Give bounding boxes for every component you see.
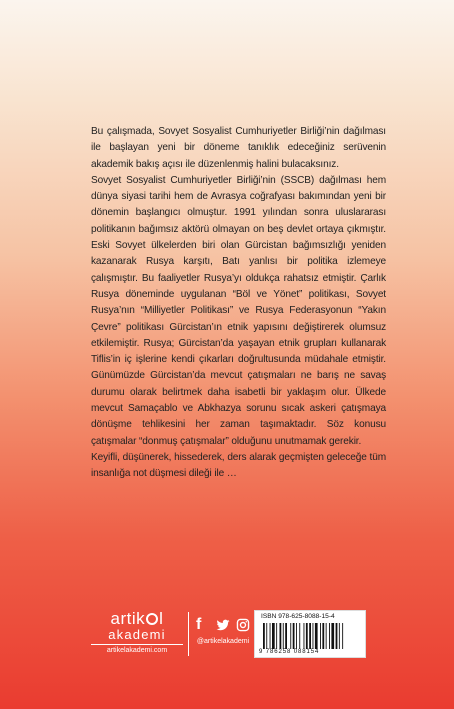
barcode-bars: [261, 623, 361, 649]
divider: [188, 612, 189, 656]
paragraph-main: Sovyet Sosyalist Cumhuriyetler Birliği’nin (SSCB) dağılması hem dünya siyasi tarihi hem de Avrasya coğrafyası bakımından yeni bir dönemin başlangıcı olmuştur. 1991 yılından sonra uluslararası politikanın bağımsız aktörü olmayan on beş devlet ortaya çıkmıştır. Eski Sovyet ülkelerden biri olan Gürcistan bağımsızlığı yeniden kazanarak Rusya karşıtı, Batı yanlısı bir politika izlemeye çalışmıştır. Bu faaliyetler Rusya’yı oldukça rahatsız etmiştir. Çarlık Rusya döneminde uygulanan “Böl ve Yönet” politikası, Sovyet Rusya’nın “Milliyetler Politikası” ve Rusya Federasyonun “Yakın Çevre” politikası Gürcistan’ın etnik yapısını değiştirerek olumsuz etkilemiştir. Rusya; Gürcistan’da yaşayan etnik grupları kullanarak Tiflis’in iç işlerine kendi çıkarları doğrultusunda müdahale etmiştir. Günümüzde Gürcistan’da mevcut çatışmaları ne barış ne savaş durumu olarak belirtmek daha isabetli bir yaklaşım olur. Ülkede mevcut Samaçablo ve Abkhazya sorunu sıcak askeri çatışmaya dönüşme tehlikesini her zaman taşımaktadır. Söz konusu çatışmalar “donmuş çatışmalar” olduğunu unutmamak gerekir.: [91, 174, 386, 447]
logo-circle-icon: [146, 613, 158, 625]
paragraph-intro: Bu çalışmada, Sovyet Sosyalist Cumhuriyetler Birliği’nin dağılması ile başlayan yeni bir döneme tanıklık edeceğiniz serüvenin akademik bakış açısı ile düzenlenmiş halini bulacaksınız.: [91, 126, 386, 170]
facebook-icon: f: [196, 616, 202, 633]
social-handle: @artikelakademi: [196, 638, 250, 645]
barcode-number: 9 786258 088154: [259, 649, 320, 655]
social-block: [193, 618, 253, 658]
barcode: [254, 610, 366, 658]
back-cover-text: [91, 124, 386, 483]
twitter-icon: [216, 618, 230, 632]
publisher-logo: artik l akademi artikelakademi.com: [91, 610, 183, 656]
isbn-label: ISBN 978-625-8088-15-4: [261, 613, 335, 620]
paragraph-closing: Keyifli, düşünerek, hissederek, ders alarak geçmişten geleceğe tüm insanlığa not düşmesi dileği ile …: [91, 451, 386, 480]
publisher-url: artikelakademi.com: [91, 644, 183, 655]
instagram-icon: [236, 618, 250, 632]
